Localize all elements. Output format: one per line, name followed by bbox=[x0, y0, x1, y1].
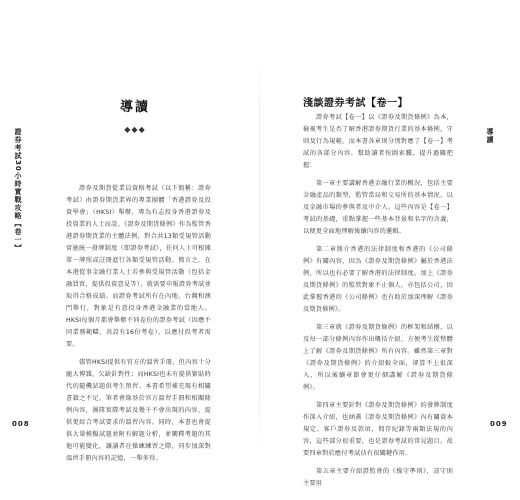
running-title: 證券考試30小時實戰攻略【卷一】 bbox=[14, 128, 22, 252]
diamond-ornament: ◆◆◆ bbox=[124, 125, 146, 134]
paragraph: 第二章簡介香港的法律制度和香港的《公司條例》有關內容，因為《證券及期貨條例》屬於香港法例，所以也有必要了解香港的法律制度。加上《證券及期貨條例》的監管對象不止個人，亦包括公司，因此掌握香港的《公司條例》也有助於加深理解《證券及期貨條例》。 bbox=[303, 246, 453, 313]
body-text bbox=[303, 112, 453, 496]
page-heading: 導讀 bbox=[119, 100, 150, 115]
running-title: 導讀 bbox=[486, 128, 494, 144]
paragraph: 第五章主要介紹證監會的《操守準則》，該守則主要用 bbox=[303, 468, 453, 487]
paragraph: 證券考試【卷一】以《證券及期貨條例》為本，檢視考生是否了解香港證券期貨行業的基本條例，守則及行為規範。而本書各章則分別對應了【卷一】考試的各部分內容，幫助讀者按圖索驥，提升過關把握： bbox=[303, 114, 453, 169]
paragraph: 儘管HKSI提供有官方的溫習手冊，但內容十分龐大博雜，欠缺針對性；而HKSI也未有提供緊貼時代的隨機試題供考生預習。本書希望補充現有相關書籍之不足，筆者會緣基於官方溫習手冊和相關條例內容，團隊實際考試及幾千不會出現的內容，提供更綜合考試要求的溫習內容。同時，本書也會提供大量模擬試題並附有解題分析，並闡釋考題的其他可能變化，讓讀者在操練練習之際，同步加深對溫習手冊內容的記憶，一舉多得。 bbox=[66, 359, 211, 462]
paragraph: 第一章主要講解香港金融行業的概況，包括主要金融產品的類型，監管當局和交易所的基本情況，以及金融市場的參與者及中介人。這些內容是【卷一】考試的基礎，重點掌握一些基本背景和名字的含義，以便更全面地理解後續內容的邏輯。 bbox=[303, 180, 453, 235]
paragraph: 第四章主要針對《證券及期貨條例》的發牌制度作深入介紹，也涵蓋《證券及期貨條例》內有關資本規定、客戶證券及款項，佣存紀錄等兩類法規的內容，這些部分很重要，也是證券考試的常見題目，故要四章對於應付考試佔有很關鍵作用。 bbox=[303, 402, 453, 457]
paragraph: 證券及期貨從業員資格考試（以下簡稱：證券考試）由證券期貨業界的專業團體「香港證券及投資學會」（HKSI）舉辦，專為有志投身香港證券及投資業的人士而設。《證券及期貨條例》作為監管香港證券期貨業的主體法例，對合共13類受規管活動實施統一發牌制度（即證券考試），任何人士可根據單一牌照或註冊進行各類受規管活動。簡言之，在本港從事金融行業人士若參與受規管活動（包括金融買賣、提供投資意見等），就需要申報證券考試並取得合格成績。而證券考試所有在內地、台灣和澳門舉行，對象是有意投身香港金融業的當地人。HKSI每個月都會舉辦不同卷份的證券考試（因應不同業務範疇，共設有16份考卷），以應付投考者需要。 bbox=[66, 185, 211, 348]
page-number: 008 bbox=[12, 420, 30, 428]
page-number: 009 bbox=[490, 420, 508, 428]
paragraph: 第三章就《證券及期貨條例》的框架和結構，以及每一部分條例內容作出概括介紹，方便考生從整體上了解《證券及期貨條例》所有內容。雖然第三章對《證券及期貨條例》的介紹較全面，卻算不上很深入，所以後續章節會更仔細講解《證券及期貨條例》。 bbox=[303, 324, 453, 391]
section-heading: 淺談證券考試【卷一】 bbox=[303, 98, 408, 109]
body-text bbox=[66, 183, 211, 471]
